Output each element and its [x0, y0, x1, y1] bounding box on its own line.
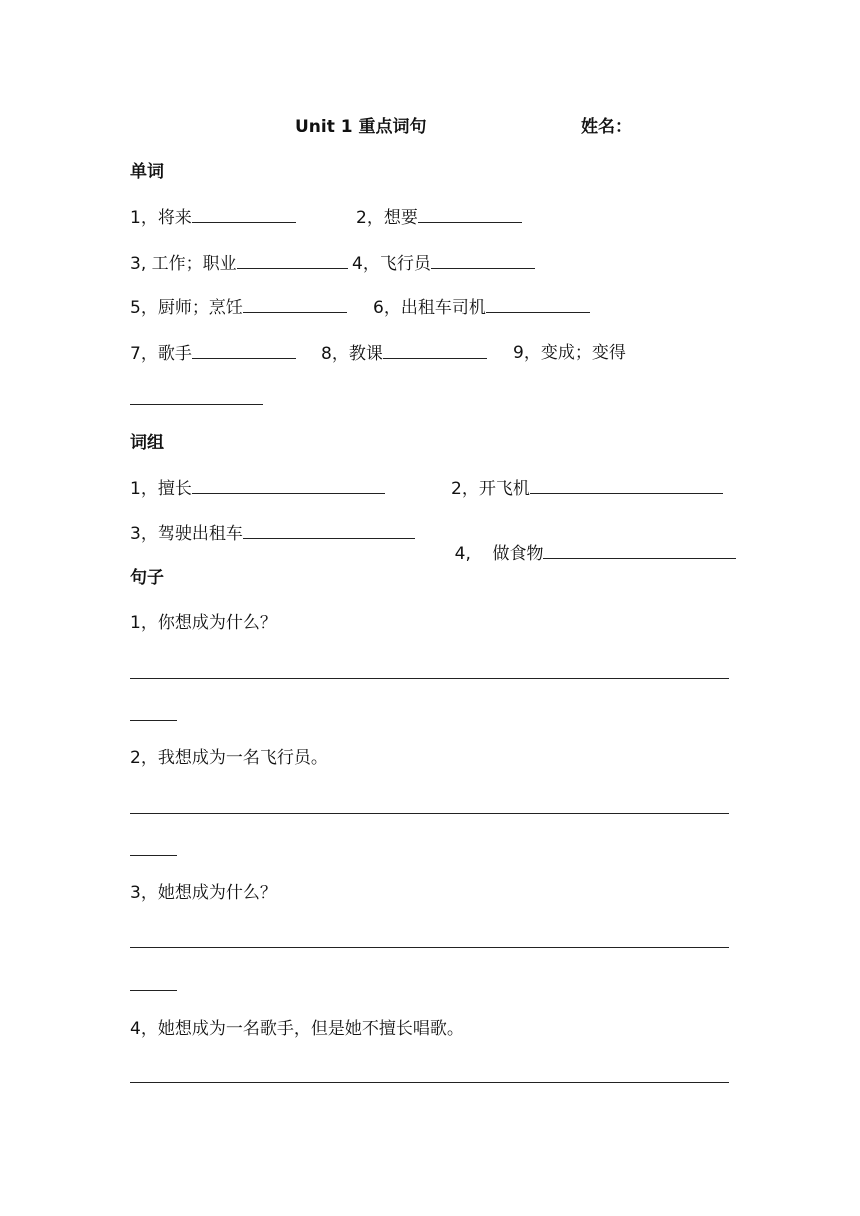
word-item [373, 297, 590, 318]
word-item [352, 253, 535, 274]
word-item [130, 207, 296, 228]
answer-blank[interactable] [243, 297, 347, 313]
answer-blank[interactable] [418, 207, 522, 223]
answer-blank[interactable] [431, 253, 535, 269]
phrase-label: 4, 做食物 [454, 544, 544, 564]
answer-line[interactable] [130, 990, 177, 991]
name-label: 姓名： [581, 117, 632, 137]
phrase-item [433, 523, 736, 584]
sentence-prompt: 3，她想成为什么？ [130, 883, 277, 903]
sentence-prompt: 1，你想成为什么？ [130, 613, 277, 633]
answer-line[interactable] [130, 720, 177, 721]
word-label: 7，歌手 [130, 344, 192, 364]
answer-blank[interactable] [130, 404, 263, 405]
answer-blank[interactable] [192, 478, 385, 494]
phrase-item [130, 478, 385, 499]
words-heading: 单词 [130, 162, 164, 182]
answer-blank[interactable] [237, 253, 348, 269]
word-label: 1，将来 [130, 208, 192, 228]
answer-blank[interactable] [192, 343, 296, 359]
phrase-label: 3，驾驶出租车 [130, 524, 243, 544]
word-label: 8，教课 [321, 344, 383, 364]
phrase-item [451, 478, 723, 499]
answer-blank[interactable] [383, 343, 487, 359]
answer-line[interactable] [130, 813, 729, 814]
word-label: 5，厨师；烹饪 [130, 298, 243, 318]
sentences-heading: 句子 [130, 568, 164, 588]
phrases-heading: 词组 [130, 433, 164, 453]
answer-line[interactable] [130, 855, 177, 856]
word-item [130, 253, 348, 274]
answer-line[interactable] [130, 678, 729, 679]
word-label: 6，出租车司机 [373, 298, 486, 318]
word-item [130, 343, 296, 364]
sentence-prompt: 2，我想成为一名飞行员。 [130, 748, 328, 768]
answer-line[interactable] [130, 947, 729, 948]
word-item [513, 343, 626, 363]
word-item [130, 297, 347, 318]
phrase-item [130, 523, 415, 544]
phrase-label: 2，开飞机 [451, 479, 530, 499]
answer-blank[interactable] [543, 543, 736, 559]
answer-line[interactable] [130, 1082, 729, 1083]
sentence-prompt: 4，她想成为一名歌手，但是她不擅长唱歌。 [130, 1019, 464, 1039]
word-label: 4，飞行员 [352, 254, 431, 274]
worksheet-title: Unit 1 重点词句 [295, 117, 427, 137]
answer-blank[interactable] [530, 478, 723, 494]
word-item [356, 207, 522, 228]
word-label: 3, 工作；职业 [130, 254, 237, 274]
answer-blank[interactable] [243, 523, 415, 539]
answer-blank[interactable] [486, 297, 590, 313]
word-label: 9，变成；变得 [513, 343, 626, 363]
word-label: 2，想要 [356, 208, 418, 228]
answer-blank[interactable] [192, 207, 296, 223]
word-item [321, 343, 487, 364]
phrase-label: 1，擅长 [130, 479, 192, 499]
